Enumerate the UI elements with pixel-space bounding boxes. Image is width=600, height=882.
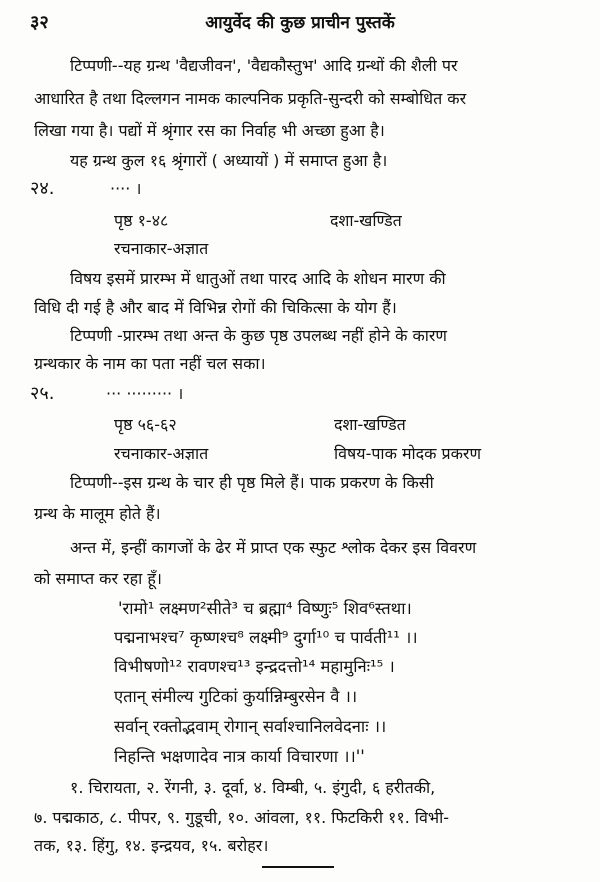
entry24-subject-line2: विधि दी गई है और बाद में विभिन्न रोगों की चिकित्सा के योग हैं। [34, 298, 397, 317]
verse-line6: निहन्ति भक्षणादेव नात्र कार्या विचारणा ।।'' [114, 747, 365, 766]
entry24-title-dots: ···· । [110, 179, 142, 198]
closing-line1: अन्त में, इन्हीं कागजों के ढेर में प्राप्त एक स्फुट श्लोक देकर इस विवरण [70, 538, 477, 557]
entry25-condition: दशा-खण्डित [334, 415, 406, 434]
glossary-line3: तक, १३. हिंगु, १४. इन्द्रयव, १५. बरोहर। [34, 836, 269, 855]
entry25-subject: विषय-पाक मोदक प्रकरण [334, 444, 482, 463]
para1-line3: लिखा गया है। पद्यों में श्रृंगार रस का निर्वाह भी अच्छा हुआ है। [34, 121, 385, 140]
entry25-note-line2: ग्रन्थ के मालूम होते हैं। [34, 504, 161, 523]
entry25-pages: पृष्ठ ५६-६२ [114, 415, 177, 434]
closing-line2: को समाप्त कर रहा हूँ। [34, 569, 162, 588]
entry25-author: रचनाकार-अज्ञात [114, 444, 209, 463]
verse-line3: विभीषणो¹² रावणश्च¹³ इन्द्रदत्तो¹⁴ महामुनिः¹⁵ । [114, 657, 395, 676]
entry25-note-line1: टिप्पणी--इस ग्रन्थ के चार ही पृष्ठ मिले हैं। पाक प्रकरण के किसी [70, 473, 434, 492]
verse-line1: 'रामो¹ लक्ष्मण²सीते³ च ब्रह्मा⁴ विष्णुः⁵ शिव⁶स्तथा। [118, 599, 412, 618]
end-rule [262, 866, 334, 868]
entry24-pages: पृष्ठ १-४८ [114, 211, 169, 230]
entry25-title-dots: ··· ········· । [106, 384, 184, 403]
para1-line4: यह ग्रन्थ कुल १६ श्रृंगारों ( अध्यायों ) में समाप्त हुआ है। [70, 151, 388, 170]
para1-line1: टिप्पणी--यह ग्रन्थ 'वैद्यजीवन', 'वैद्यकौस्तुभ' आदि ग्रन्थों की शैली पर [70, 56, 458, 75]
entry25-number: २५. [30, 383, 55, 404]
glossary-line1: १. चिरायता, २. रेंगनी, ३. दूर्वा, ४. विम्बी, ५. इंगुदी, ६ हरीतकी, [70, 778, 436, 797]
verse-line2: पद्मनाभश्च⁷ कृष्णश्च⁸ लक्ष्मी⁹ दुर्गा¹⁰ च पार्वती¹¹ ।। [114, 628, 418, 647]
verse-line4: एतान् संमील्य गुटिकां कुर्यान्निम्बुरसेन वै ।। [114, 687, 358, 706]
page-number: ३२ [30, 12, 49, 33]
entry24-condition: दशा-खण्डित [330, 211, 402, 230]
entry24-number: २४. [30, 178, 55, 199]
entry24-note-line2: ग्रन्थकार के नाम का पता नहीं चल सका। [34, 354, 266, 373]
verse-line5: सर्वान् रक्तोद्भवाम् रोगान् सर्वाश्चानिलवेदनाः ।। [114, 717, 387, 736]
entry24-note-line1: टिप्पणी -प्रारम्भ तथा अन्त के कुछ पृष्ठ उपलब्ध नहीं होने के कारण [70, 326, 447, 345]
para1-line2: आधारित है तथा दिल्लगन नामक काल्पनिक प्रकृति-सुन्दरी को सम्बोधित कर [34, 89, 467, 108]
glossary-line2: ७. पद्मकाठ, ८. पीपर, ९. गुडूची, १०. आंवला, ११. फिटकिरी ११. विभी- [34, 808, 450, 827]
entry24-author: रचनाकार-अज्ञात [114, 239, 209, 258]
running-title: आयुर्वेद की कुछ प्राचीन पुस्तकें [205, 13, 395, 33]
entry24-subject-line1: विषय इसमें प्रारम्भ में धातुओं तथा पारद आदि के शोधन मारण की [70, 269, 446, 288]
